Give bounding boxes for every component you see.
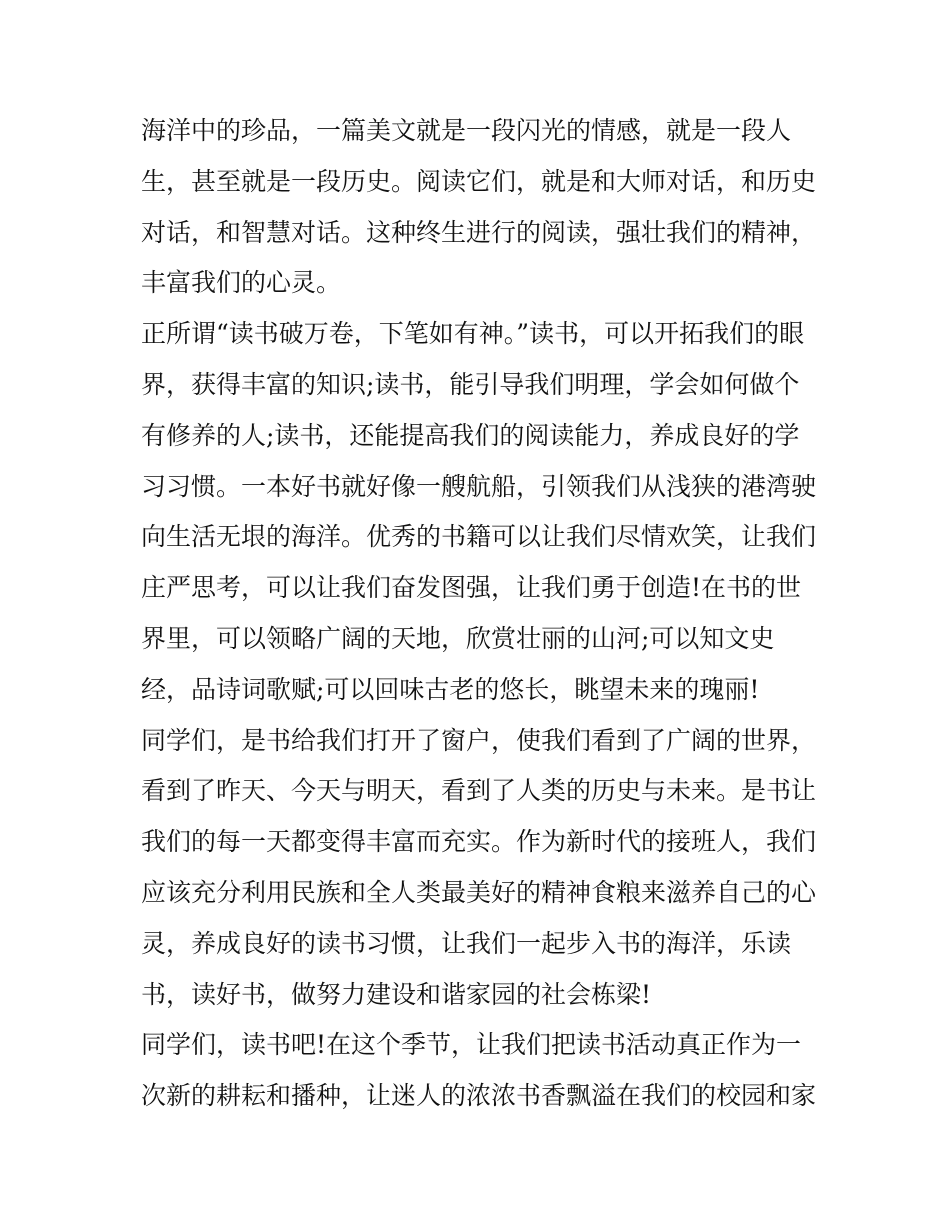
text-line: 经，品诗词歌赋;可以回味古老的悠长，眺望未来的瑰丽! [141,674,760,704]
text-line: 次新的耕耘和播种，让迷人的浓浓书香飘溢在我们的校园和家 [141,1081,817,1111]
text-line: 同学们，读书吧!在这个季节，让我们把读书活动真正作为一 [141,1030,802,1060]
document-body [141,106,821,1122]
text-line: 界里，可以领略广阔的天地，欣赏壮丽的山河;可以知文史 [141,623,775,653]
text-line: 生，甚至就是一段历史。阅读它们，就是和大师对话，和历史 [141,166,817,196]
text-line: 书，读好书，做努力建设和谐家园的社会栋梁! [141,979,652,1009]
text-line: 海洋中的珍品，一篇美文就是一段闪光的情感，就是一段人 [141,116,792,145]
text-line: 对话，和智慧对话。这种终生进行的阅读，强壮我们的精神， [141,217,817,247]
text-line: 同学们，是书给我们打开了窗户，使我们看到了广阔的世界， [141,725,817,755]
text-line: 向生活无垠的海洋。优秀的书籍可以让我们尽情欢笑，让我们 [141,522,817,552]
text-line: 灵，养成良好的读书习惯，让我们一起步入书的海洋，乐读 [141,928,792,958]
text-line: 应该充分利用民族和全人类最美好的精神食粮来滋养自己的心 [141,877,817,907]
text-line: 有修养的人;读书，还能提高我们的阅读能力，养成良好的学 [141,420,800,450]
text-line: 我们的每一天都变得丰富而充实。作为新时代的接班人，我们 [141,827,817,857]
text-line: 界，获得丰富的知识;读书，能引导我们明理，学会如何做个 [141,369,800,399]
text-line: 看到了昨天、今天与明天，看到了人类的历史与未来。是书让 [141,776,817,806]
text-line: 丰富我们的心灵。 [141,268,342,298]
text-line: 习习惯。一本好书就好像一艘航船，引领我们从浅狭的港湾驶 [141,471,817,501]
text-line: 正所谓“读书破万卷，下笔如有神。”读书，可以开拓我们的眼 [141,319,805,349]
text-line: 庄严思考，可以让我们奋发图强，让我们勇于创造!在书的世 [141,573,802,603]
